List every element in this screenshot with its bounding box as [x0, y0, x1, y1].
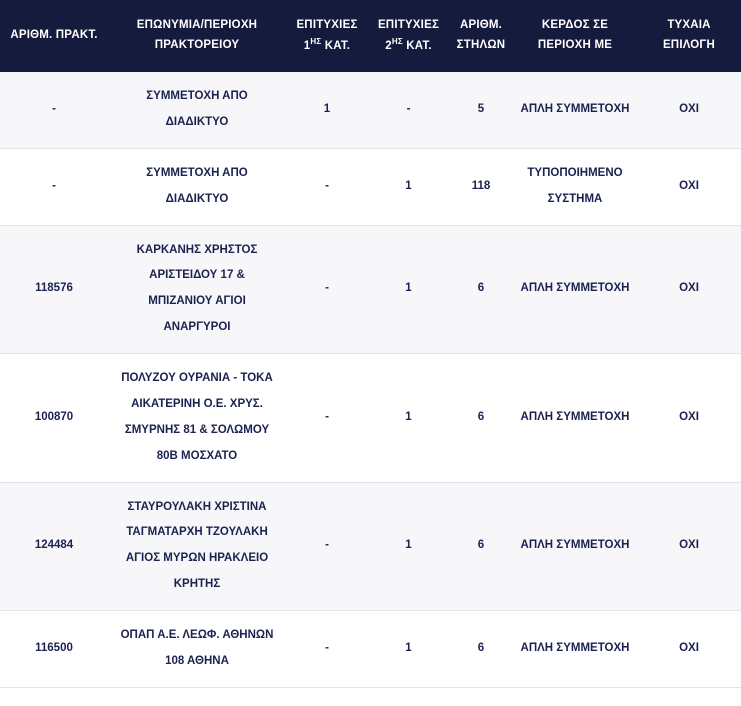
win-area-line: ΑΠΛΗ ΣΥΜΜΕΤΟΧΗ — [520, 282, 630, 295]
cell-columns-count: 118 — [449, 148, 513, 225]
cell-win-area — [513, 225, 637, 354]
cell-agency-name — [108, 354, 286, 483]
cell-win-area — [513, 72, 637, 148]
agency-line: ΔΙΑΔΙΚΤΥΟ — [165, 115, 229, 128]
cell-praktoreio-no: 118576 — [0, 225, 108, 354]
win-area-line: ΑΠΛΗ ΣΥΜΜΕΤΟΧΗ — [520, 410, 630, 423]
agency-line: ΣΜΥΡΝΗΣ 81 & ΣΟΛΩΜΟΥ — [124, 423, 270, 436]
header-wins-cat1 — [286, 0, 368, 72]
win-area-line: ΤΥΠΟΠΟΙΗΜΕΝΟ — [527, 166, 623, 179]
agency-line: 80Β ΜΟΣΧΑΤΟ — [156, 449, 238, 462]
cell-win-area — [513, 611, 637, 688]
header-wins-cat2-suffix: ΚΑΤ. — [402, 39, 432, 52]
header-win-area-line2: ΠΕΡΙΟΧΗ ΜΕ — [537, 39, 613, 51]
agency-line: ΑΓΙΟΣ ΜΥΡΩΝ ΗΡΑΚΛΕΙΟ — [125, 552, 269, 565]
cell-random-choice: ΟΧΙ — [637, 148, 741, 225]
header-columns-count — [449, 0, 513, 72]
cell-agency-name — [108, 611, 286, 688]
cell-wins-cat1: - — [286, 611, 368, 688]
cell-columns-count: 6 — [449, 611, 513, 688]
header-columns-count-line1: ΑΡΙΘΜ. — [459, 19, 503, 32]
cell-random-choice: ΟΧΙ — [637, 482, 741, 611]
header-agency-name-line2: ΠΡΑΚΤΟΡΕΙΟΥ — [154, 39, 240, 51]
agency-line: ΑΡΙΣΤΕΙΔΟΥ 17 & — [149, 269, 245, 282]
cell-columns-count: 6 — [449, 225, 513, 354]
cell-agency-name — [108, 72, 286, 148]
header-random-choice-line2: ΕΠΙΛΟΓΗ — [662, 39, 716, 51]
cell-agency-name — [108, 482, 286, 611]
cell-wins-cat2: 1 — [368, 148, 449, 225]
agency-line: ΚΑΡΚΑΝΗΣ ΧΡΗΣΤΟΣ — [136, 243, 258, 256]
agency-line: ΣΥΜΜΕΤΟΧΗ ΑΠΟ — [146, 90, 248, 102]
cell-praktoreio-no: - — [0, 148, 108, 225]
table-row — [0, 225, 741, 354]
agency-line: ΤΑΓΜΑΤΑΡΧΗ ΤΖΟΥΛΑΚΗ — [126, 526, 268, 539]
header-random-choice-line1: ΤΥΧΑΙΑ — [667, 19, 711, 32]
table-row — [0, 148, 741, 225]
cell-columns-count: 6 — [449, 354, 513, 483]
table-header-row — [0, 0, 741, 72]
cell-agency-name — [108, 148, 286, 225]
cell-random-choice: ΟΧΙ — [637, 611, 741, 688]
cell-columns-count: 6 — [449, 482, 513, 611]
header-agency-name-line1: ΕΠΩΝΥΜΙΑ/ΠΕΡΙΟΧΗ — [136, 19, 258, 32]
header-praktoreio-no — [0, 0, 108, 72]
win-area-line: ΑΠΛΗ ΣΥΜΜΕΤΟΧΗ — [520, 539, 630, 552]
header-wins-cat2-sup: ΗΣ — [391, 37, 403, 47]
win-area-line: ΣΥΣΤΗΜΑ — [547, 192, 603, 205]
cell-random-choice: ΟΧΙ — [637, 72, 741, 148]
cell-random-choice: ΟΧΙ — [637, 225, 741, 354]
header-wins-cat1-sup: ΗΣ — [310, 37, 322, 47]
cell-wins-cat2: 1 — [368, 225, 449, 354]
table-body — [0, 72, 741, 687]
table-header — [0, 0, 741, 72]
cell-wins-cat2: 1 — [368, 611, 449, 688]
cell-praktoreio-no: 116500 — [0, 611, 108, 688]
agency-line: ΜΠΙΖΑΝΙΟΥ ΑΓΙΟΙ — [148, 295, 246, 308]
agency-line: ΑΝΑΡΓΥΡΟΙ — [163, 321, 231, 334]
win-area-line: ΑΠΛΗ ΣΥΜΜΕΤΟΧΗ — [520, 102, 630, 115]
cell-win-area — [513, 354, 637, 483]
agency-line: ΔΙΑΔΙΚΤΥΟ — [165, 192, 229, 205]
header-wins-cat2-line1: ΕΠΙΤΥΧΙΕΣ — [377, 18, 440, 31]
agency-line: ΠΟΛΥΖΟΥ ΟΥΡΑΝΙΑ - ΤΟΚΑ — [121, 372, 273, 384]
header-wins-cat2-num: 2 — [385, 39, 392, 52]
agency-line: ΟΠΑΠ Α.Ε. ΛΕΩΦ. ΑΘΗΝΩΝ — [120, 629, 274, 641]
cell-win-area — [513, 148, 637, 225]
cell-random-choice: ΟΧΙ — [637, 354, 741, 483]
cell-wins-cat1: - — [286, 482, 368, 611]
agency-line: ΣΥΜΜΕΤΟΧΗ ΑΠΟ — [146, 166, 248, 179]
win-area-line: ΑΠΛΗ ΣΥΜΜΕΤΟΧΗ — [520, 641, 630, 654]
header-praktoreio-no-line1: ΑΡΙΘΜ. ΠΡΑΚΤ. — [10, 29, 98, 42]
header-win-area-line1: ΚΕΡΔΟΣ ΣΕ — [541, 19, 609, 32]
cell-praktoreio-no: 100870 — [0, 354, 108, 483]
header-agency-name — [108, 0, 286, 72]
header-columns-count-line2: ΣΤΗΛΩΝ — [456, 39, 506, 51]
cell-praktoreio-no: 124484 — [0, 482, 108, 611]
cell-wins-cat1: - — [286, 225, 368, 354]
cell-wins-cat2: 1 — [368, 354, 449, 483]
header-wins-cat1-suffix: ΚΑΤ. — [321, 39, 351, 52]
agency-line: ΚΡΗΤΗΣ — [173, 578, 221, 591]
cell-win-area — [513, 482, 637, 611]
cell-wins-cat1: - — [286, 148, 368, 225]
header-wins-cat2 — [368, 0, 449, 72]
header-wins-cat1-line1: ΕΠΙΤΥΧΙΕΣ — [296, 18, 358, 31]
agency-line: ΑΙΚΑΤΕΡΙΝΗ Ο.Ε. ΧΡΥΣ. — [131, 397, 263, 410]
cell-agency-name — [108, 225, 286, 354]
agency-line: ΣΤΑΥΡΟΥΛΑΚΗ ΧΡΙΣΤΙΝΑ — [127, 500, 267, 513]
cell-wins-cat2: - — [368, 72, 449, 148]
header-random-choice — [637, 0, 741, 72]
table-row — [0, 72, 741, 148]
cell-wins-cat2: 1 — [368, 482, 449, 611]
header-win-area — [513, 0, 637, 72]
header-wins-cat1-num: 1 — [303, 39, 311, 52]
table-row — [0, 482, 741, 611]
cell-wins-cat1: 1 — [286, 72, 368, 148]
cell-columns-count: 5 — [449, 72, 513, 148]
table-row — [0, 611, 741, 688]
table-row — [0, 354, 741, 483]
cell-wins-cat1: - — [286, 354, 368, 483]
agency-line: 108 ΑΘΗΝΑ — [165, 654, 229, 667]
cell-praktoreio-no: - — [0, 72, 108, 148]
